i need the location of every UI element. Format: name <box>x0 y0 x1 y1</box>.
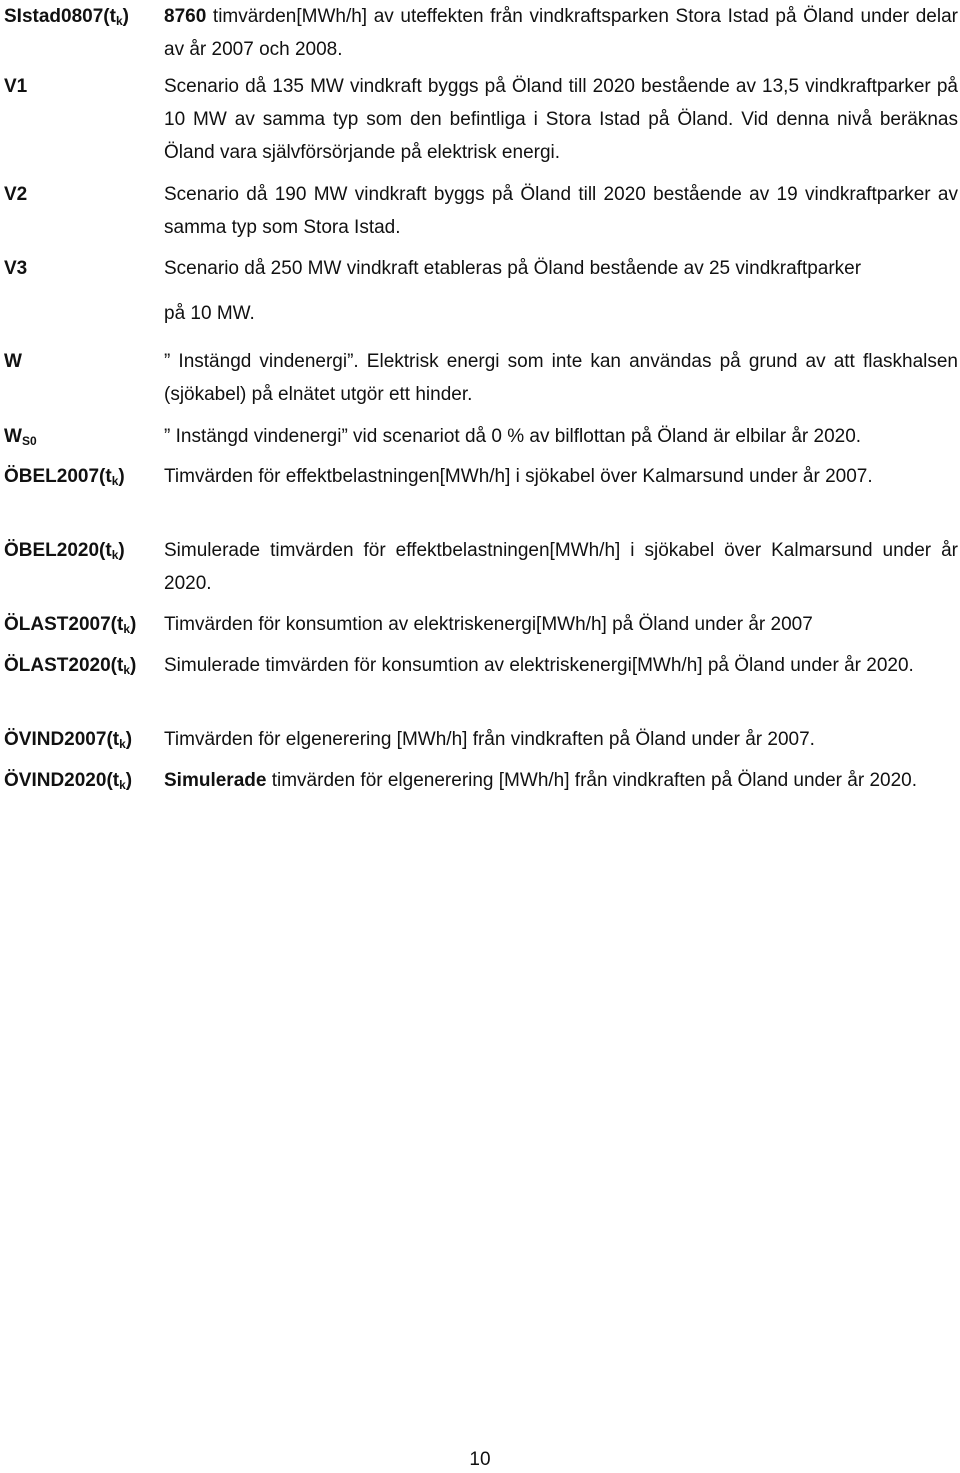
term-label: V2 <box>4 184 28 205</box>
term-label: V3 <box>4 258 28 279</box>
term-definition: 8760 timvärden[MWh/h] av uteffekten från vindkraftsparken Stora Istad på Öland under delar av år 2007 och 2008. <box>164 6 958 60</box>
term-definition: Timvärden för effektbelastningen[MWh/h] i sjökabel över Kalmarsund under år 2007. <box>164 466 873 487</box>
term-definition: Simulerade timvärden för konsumtion av elektriskenergi[MWh/h] på Öland under år 2020. <box>164 655 914 676</box>
term-label: V1 <box>4 76 28 97</box>
term-definition: ” Instängd vindenergi”. Elektrisk energi som inte kan användas på grund av att flaskhalsen (sjökabel) på elnätet utgör ett hinder. <box>164 351 958 405</box>
term-definition <box>164 252 958 330</box>
term-label: $ÖVIND2007(t_k)$ <box>4 729 133 751</box>
term-definition: Timvärden för konsumtion av elektriskenergi[MWh/h] på Öland under år 2007 <box>164 614 813 635</box>
term-label: $ÖLAST2007(t_k)$ <box>4 614 137 636</box>
page-number: 10 <box>469 1449 491 1470</box>
term-definition: Scenario då 135 MW vindkraft byggs på Öland till 2020 bestående av 13,5 vindkraftparker på 10 MW av samma typ som den befintliga i Stora Istad på Öland. Vid denna nivå beräknas Öland vara självförsörjande på elektrisk energi. <box>164 76 958 163</box>
term-definition: Simulerade timvärden för elgenerering [MWh/h] från vindkraften på Öland under år 2020. <box>164 770 918 791</box>
term-definition: Timvärden för elgenerering [MWh/h] från vindkraften på Öland under år 2007. <box>164 729 815 750</box>
term-definition: Simulerade timvärden för effektbelastningen[MWh/h] i sjökabel över Kalmarsund under år 2020. <box>164 540 958 594</box>
term-label: $ÖBEL2007(t_k)$ <box>4 466 125 488</box>
term-label: $W_{S0}$ <box>4 426 37 448</box>
definition-line: Scenario då 250 MW vindkraft etableras på Öland bestående av 25 vindkraftparker <box>164 258 862 279</box>
term-definition: ” Instängd vindenergi” vid scenariot då 0 % av bilflottan på Öland är elbilar år 2020. <box>164 426 862 447</box>
term-label: $ÖVIND2020(t_k)$ <box>4 770 133 792</box>
term-label: W <box>4 351 22 372</box>
term-label: $ÖBEL2020(t_k)$ <box>4 540 125 562</box>
term-label: $ÖLAST2020(t_k)$ <box>4 655 137 677</box>
term-label: $SIstad0807(t_k)$ <box>4 6 129 28</box>
term-definition: Scenario då 190 MW vindkraft byggs på Öland till 2020 bestående av 19 vindkraftparker av samma typ som Stora Istad. <box>164 184 958 238</box>
definition-line: på 10 MW. <box>164 303 255 324</box>
